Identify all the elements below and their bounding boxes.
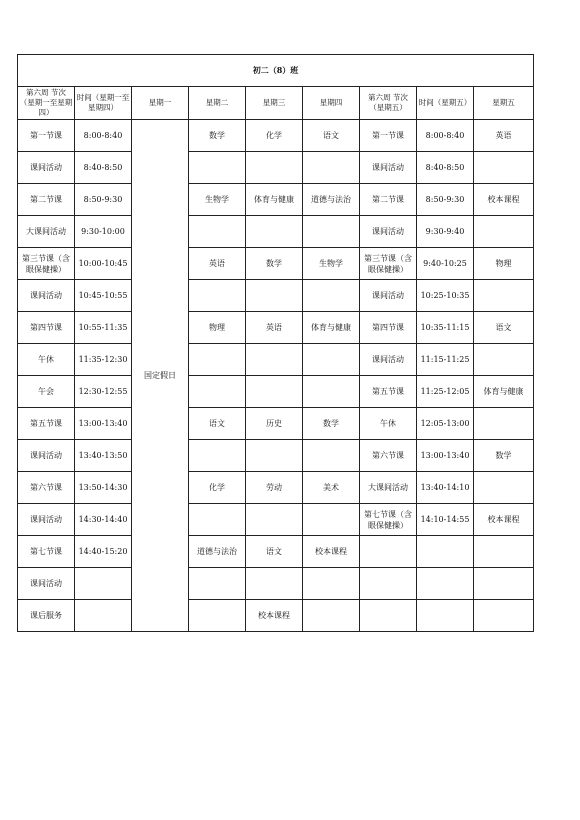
header-time-fri: 时间（星期五） [417, 87, 474, 120]
time-cell: 11:35-12:30 [75, 344, 132, 376]
friday-cell [474, 568, 534, 600]
friday-time-cell [417, 600, 474, 632]
thursday-cell [303, 376, 360, 408]
thursday-cell: 美术 [303, 472, 360, 504]
wednesday-cell: 语文 [246, 536, 303, 568]
time-cell: 14:30-14:40 [75, 504, 132, 536]
thursday-cell [303, 216, 360, 248]
friday-time-cell: 8:50-9:30 [417, 184, 474, 216]
period-cell: 课间活动 [18, 568, 75, 600]
thursday-cell [303, 152, 360, 184]
friday-period-cell: 第七节课（含眼保健操） [360, 504, 417, 536]
header-monday: 星期一 [132, 87, 189, 120]
friday-period-cell: 大课间活动 [360, 472, 417, 504]
wednesday-cell: 数学 [246, 248, 303, 280]
period-cell: 第三节课（含眼保健操） [18, 248, 75, 280]
wednesday-cell [246, 440, 303, 472]
table-row [18, 280, 534, 312]
friday-time-cell: 13:00-13:40 [417, 440, 474, 472]
table-row [18, 120, 534, 152]
table-row [18, 376, 534, 408]
period-cell: 第一节课 [18, 120, 75, 152]
thursday-cell: 道德与法治 [303, 184, 360, 216]
tuesday-cell: 数学 [189, 120, 246, 152]
table-row [18, 600, 534, 632]
wednesday-cell [246, 504, 303, 536]
period-cell: 课间活动 [18, 504, 75, 536]
table-row [18, 440, 534, 472]
table-row [18, 216, 534, 248]
friday-period-cell: 课间活动 [360, 152, 417, 184]
time-cell: 14:40-15:20 [75, 536, 132, 568]
friday-cell [474, 280, 534, 312]
tuesday-cell [189, 568, 246, 600]
tuesday-cell [189, 216, 246, 248]
friday-time-cell [417, 536, 474, 568]
header-thursday: 星期四 [303, 87, 360, 120]
friday-time-cell: 14:10-14:55 [417, 504, 474, 536]
tuesday-cell: 道德与法治 [189, 536, 246, 568]
thursday-cell [303, 440, 360, 472]
table-row [18, 504, 534, 536]
period-cell: 午休 [18, 344, 75, 376]
friday-cell [474, 216, 534, 248]
friday-cell: 校本课程 [474, 184, 534, 216]
wednesday-cell [246, 376, 303, 408]
friday-cell: 物理 [474, 248, 534, 280]
time-cell: 12:30-12:55 [75, 376, 132, 408]
tuesday-cell: 生物学 [189, 184, 246, 216]
thursday-cell: 生物学 [303, 248, 360, 280]
table-row [18, 248, 534, 280]
wednesday-cell: 化学 [246, 120, 303, 152]
friday-period-cell: 午休 [360, 408, 417, 440]
friday-period-cell [360, 600, 417, 632]
time-cell [75, 568, 132, 600]
tuesday-cell: 英语 [189, 248, 246, 280]
friday-cell: 校本课程 [474, 504, 534, 536]
period-cell: 第七节课 [18, 536, 75, 568]
table-row [18, 184, 534, 216]
header-row [18, 87, 534, 120]
friday-period-cell [360, 568, 417, 600]
thursday-cell [303, 600, 360, 632]
header-friday: 星期五 [474, 87, 534, 120]
thursday-cell: 数学 [303, 408, 360, 440]
time-cell: 8:00-8:40 [75, 120, 132, 152]
time-cell [75, 600, 132, 632]
wednesday-cell: 劳动 [246, 472, 303, 504]
friday-time-cell: 12:05-13:00 [417, 408, 474, 440]
monday-holiday-cell: 国定假日 [132, 120, 189, 632]
time-cell: 10:00-10:45 [75, 248, 132, 280]
wednesday-cell [246, 216, 303, 248]
wednesday-cell: 体育与健康 [246, 184, 303, 216]
wednesday-cell [246, 280, 303, 312]
header-time-mon-thu: 时间（星期一至星期四） [75, 87, 132, 120]
friday-time-cell: 8:40-8:50 [417, 152, 474, 184]
friday-period-cell: 课间活动 [360, 344, 417, 376]
friday-period-cell: 第二节课 [360, 184, 417, 216]
friday-cell [474, 600, 534, 632]
friday-time-cell [417, 568, 474, 600]
friday-cell [474, 152, 534, 184]
friday-time-cell: 10:35-11:15 [417, 312, 474, 344]
table-row [18, 568, 534, 600]
friday-time-cell: 11:15-11:25 [417, 344, 474, 376]
friday-period-cell: 第三节课（含眼保健操） [360, 248, 417, 280]
table-row [18, 152, 534, 184]
timetable [17, 54, 534, 632]
period-cell: 课间活动 [18, 280, 75, 312]
period-cell: 第二节课 [18, 184, 75, 216]
time-cell: 8:50-9:30 [75, 184, 132, 216]
header-period-fri: 第六周 节次（星期五） [360, 87, 417, 120]
wednesday-cell [246, 344, 303, 376]
tuesday-cell: 化学 [189, 472, 246, 504]
period-cell: 课后服务 [18, 600, 75, 632]
wednesday-cell: 英语 [246, 312, 303, 344]
friday-period-cell: 第六节课 [360, 440, 417, 472]
time-cell: 10:45-10:55 [75, 280, 132, 312]
friday-period-cell: 课间活动 [360, 280, 417, 312]
time-cell: 13:40-13:50 [75, 440, 132, 472]
time-cell: 13:00-13:40 [75, 408, 132, 440]
table-row [18, 536, 534, 568]
friday-period-cell: 第一节课 [360, 120, 417, 152]
thursday-cell [303, 280, 360, 312]
wednesday-cell [246, 568, 303, 600]
time-cell: 8:40-8:50 [75, 152, 132, 184]
time-cell: 9:30-10:00 [75, 216, 132, 248]
header-period-mon-thu: 第六周 节次（星期一至星期四） [18, 87, 75, 120]
period-cell: 第五节课 [18, 408, 75, 440]
tuesday-cell [189, 152, 246, 184]
thursday-cell: 语文 [303, 120, 360, 152]
friday-cell [474, 344, 534, 376]
table-row [18, 472, 534, 504]
time-cell: 10:55-11:35 [75, 312, 132, 344]
wednesday-cell: 历史 [246, 408, 303, 440]
friday-cell: 数学 [474, 440, 534, 472]
friday-period-cell [360, 536, 417, 568]
friday-cell: 语文 [474, 312, 534, 344]
tuesday-cell [189, 280, 246, 312]
friday-time-cell: 10:25-10:35 [417, 280, 474, 312]
thursday-cell: 校本课程 [303, 536, 360, 568]
tuesday-cell [189, 440, 246, 472]
friday-period-cell: 第五节课 [360, 376, 417, 408]
friday-cell: 英语 [474, 120, 534, 152]
wednesday-cell [246, 152, 303, 184]
tuesday-cell [189, 344, 246, 376]
friday-cell [474, 536, 534, 568]
friday-cell: 体育与健康 [474, 376, 534, 408]
period-cell: 第六节课 [18, 472, 75, 504]
header-tuesday: 星期二 [189, 87, 246, 120]
friday-time-cell: 11:25-12:05 [417, 376, 474, 408]
tuesday-cell: 物理 [189, 312, 246, 344]
friday-period-cell: 第四节课 [360, 312, 417, 344]
friday-time-cell: 9:30-9:40 [417, 216, 474, 248]
friday-time-cell: 13:40-14:10 [417, 472, 474, 504]
period-cell: 课间活动 [18, 440, 75, 472]
friday-time-cell: 9:40-10:25 [417, 248, 474, 280]
thursday-cell [303, 568, 360, 600]
tuesday-cell: 语文 [189, 408, 246, 440]
thursday-cell: 体育与健康 [303, 312, 360, 344]
table-row [18, 312, 534, 344]
tuesday-cell [189, 600, 246, 632]
period-cell: 午会 [18, 376, 75, 408]
time-cell: 13:50-14:30 [75, 472, 132, 504]
thursday-cell [303, 344, 360, 376]
friday-time-cell: 8:00-8:40 [417, 120, 474, 152]
table-row [18, 344, 534, 376]
period-cell: 大课间活动 [18, 216, 75, 248]
friday-cell [474, 408, 534, 440]
friday-period-cell: 课间活动 [360, 216, 417, 248]
page-title: 初二（8）班 [18, 55, 534, 87]
friday-cell [474, 472, 534, 504]
period-cell: 第四节课 [18, 312, 75, 344]
table-row [18, 408, 534, 440]
thursday-cell [303, 504, 360, 536]
wednesday-cell: 校本课程 [246, 600, 303, 632]
tuesday-cell [189, 504, 246, 536]
header-wednesday: 星期三 [246, 87, 303, 120]
tuesday-cell [189, 376, 246, 408]
period-cell: 课间活动 [18, 152, 75, 184]
